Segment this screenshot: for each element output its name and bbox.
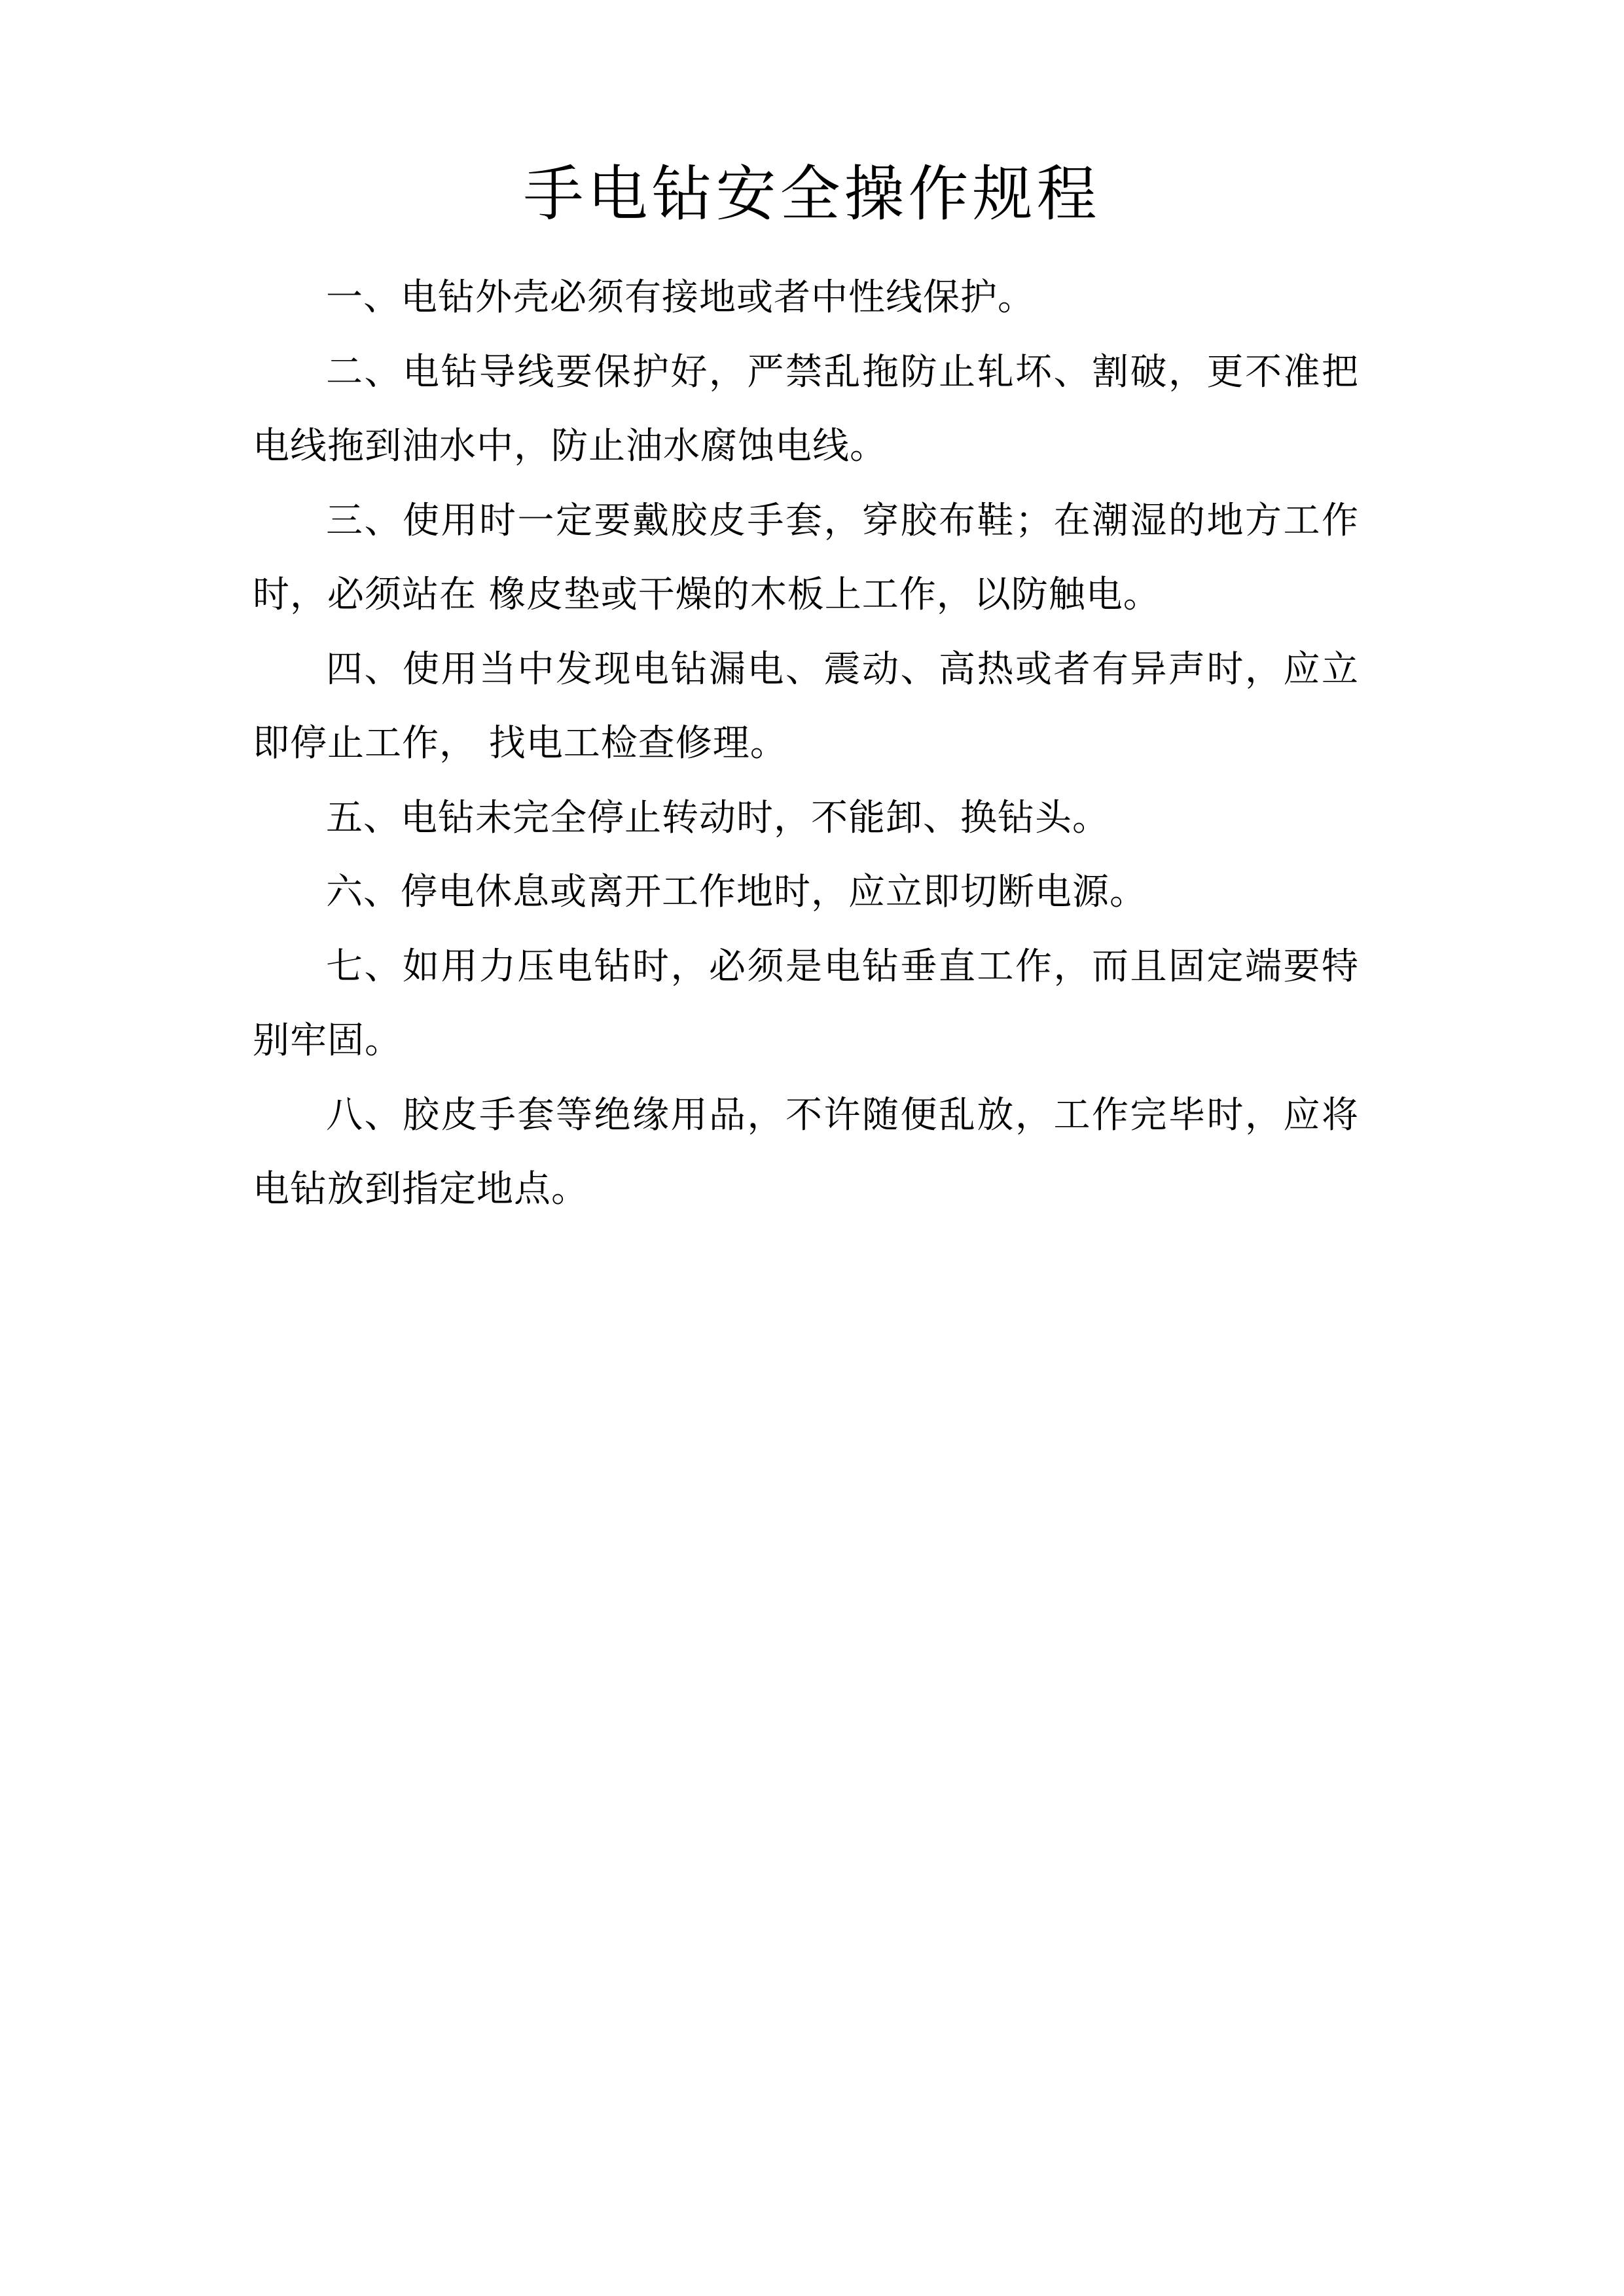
- rule-paragraph-3: 三、使用时一定要戴胶皮手套，穿胶布鞋；在潮湿的地方工作时，必须站在 橡皮垫或干燥的木板上工作，以防触电。: [253, 499, 1359, 616]
- document-title: 手电钻安全操作规程: [523, 159, 1101, 229]
- rule-paragraph-8: 八、胶皮手套等绝缘用品，不许随便乱放，工作完毕时，应将电钻放到指定地点。: [253, 1093, 1359, 1211]
- rule-paragraph-2: 二、电钻导线要保护好，严禁乱拖防止轧坏、割破，更不准把电线拖到油水中，防止油水腐蚀电线。: [253, 350, 1359, 467]
- rule-paragraph-7: 七、如用力压电钻时，必须是电钻垂直工作，而且固定端要特别牢固。: [253, 945, 1359, 1062]
- rule-paragraph-6: 六、停电休息或离开工作地时，应立即切断电源。: [326, 871, 1147, 913]
- rule-paragraph-4: 四、使用当中发现电钻漏电、震动、高热或者有异声时，应立即停止工作， 找电工检查修理。: [253, 647, 1359, 765]
- rule-paragraph-5: 五、电钻未完全停止转动时，不能卸、换钻头。: [326, 796, 1110, 839]
- document-body: [253, 261, 1359, 1227]
- rule-paragraph-1: 一、电钻外壳必须有接地或者中性线保护。: [326, 276, 1035, 319]
